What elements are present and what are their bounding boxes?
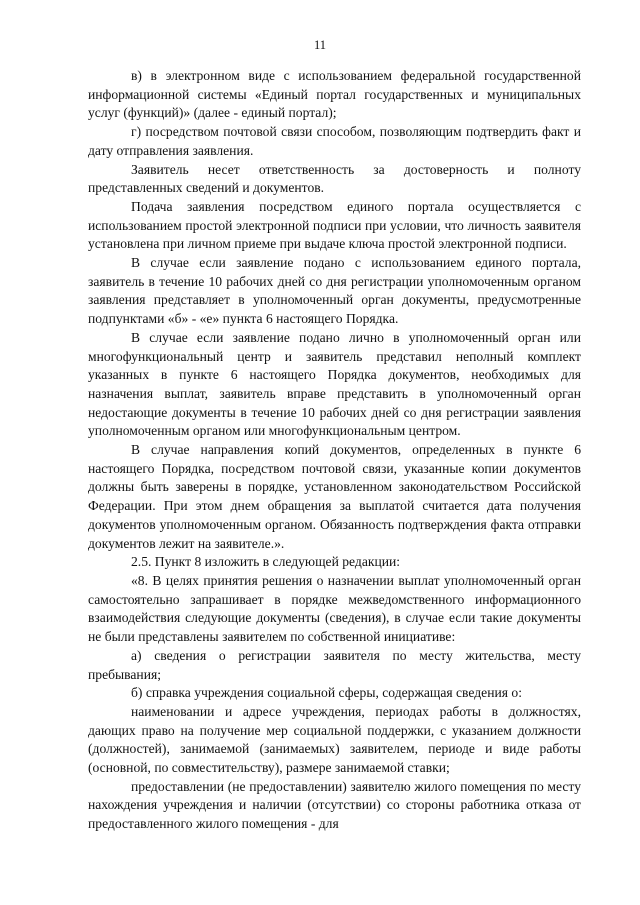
paragraph: В случае если заявление подано лично в уполномоченный орган или многофункциональный центр и заявитель представил неполный комплект указанных в пункте 6 настоящего Порядка документов, необходимых для назначения выплат, заявитель вправе представить в уполномоченный орган недостающие документы в течение 10 рабочих дней со дня регистрации заявления уполномоченным органом или многофункциональным центром. [88,329,581,439]
page-number: 11 [313,38,327,52]
paragraph: наименовании и адресе учреждения, периодах работы в должностях, дающих право на получение мер социальной поддержки, с указанием должности (должностей), занимаемой (занимаемых) заявителем, периоде и виде работы (основной, по совместительству), размере занимаемой ставки; [88,703,581,776]
paragraph: В случае направления копий документов, определенных в пункте 6 настоящего Порядка, посредством почтовой связи, указанные копии документов должны быть заверены в порядке, установленном законодательством Российской Федерации. При этом днем обращения за выплатой считается дата получения документов уполномоченным органом. Обязанность подтверждения факта отправки документов лежит на заявителе.». [88,442,581,551]
paragraph: 2.5. Пункт 8 изложить в следующей редакции: [131,554,401,570]
paragraph: Заявитель несет ответственность за достоверность и полноту представленных сведений и документов. [88,161,581,196]
paragraph: г) посредством почтовой связи способом, позволяющим подтвердить факт и дату отправления заявления. [88,124,581,158]
paragraph: б) справка учреждения социальной сферы, содержащая сведения о: [131,685,522,701]
document-body [88,67,581,834]
paragraph: предоставлении (не предоставлении) заявителю жилого помещения по месту нахождения учреждения и наличии (отсутствии) со стороны работника отказа от предоставленного жилого помещения - для [88,778,581,832]
paragraph: В случае если заявление подано с использованием единого портала, заявитель в течение 10 рабочих дней со дня регистрации уполномоченным органом заявления представляет в уполномоченный орган документы, предусмотренные подпунктами «б» - «е» пункта 6 настоящего Порядка. [88,255,581,327]
paragraph: «8. В целях принятия решения о назначении выплат уполномоченный орган самостоятельно запрашивает в порядке межведомственного информационного взаимодействия следующие документы (сведения), в случае если такие документы не были представлены заявителем по собственной инициативе: [88,572,581,645]
paragraph: в) в электронном виде с использованием федеральной государственной информационной системы «Единый портал государственных и муниципальных услуг (функций)» (далее - единый портал); [88,68,581,121]
paragraph: Подача заявления посредством единого портала осуществляется с использованием простой электронной подписи при условии, что личность заявителя установлена при личном приеме при выдаче ключа простой электронной подписи. [88,198,581,252]
paragraph: а) сведения о регистрации заявителя по месту жительства, месту пребывания; [88,647,581,682]
